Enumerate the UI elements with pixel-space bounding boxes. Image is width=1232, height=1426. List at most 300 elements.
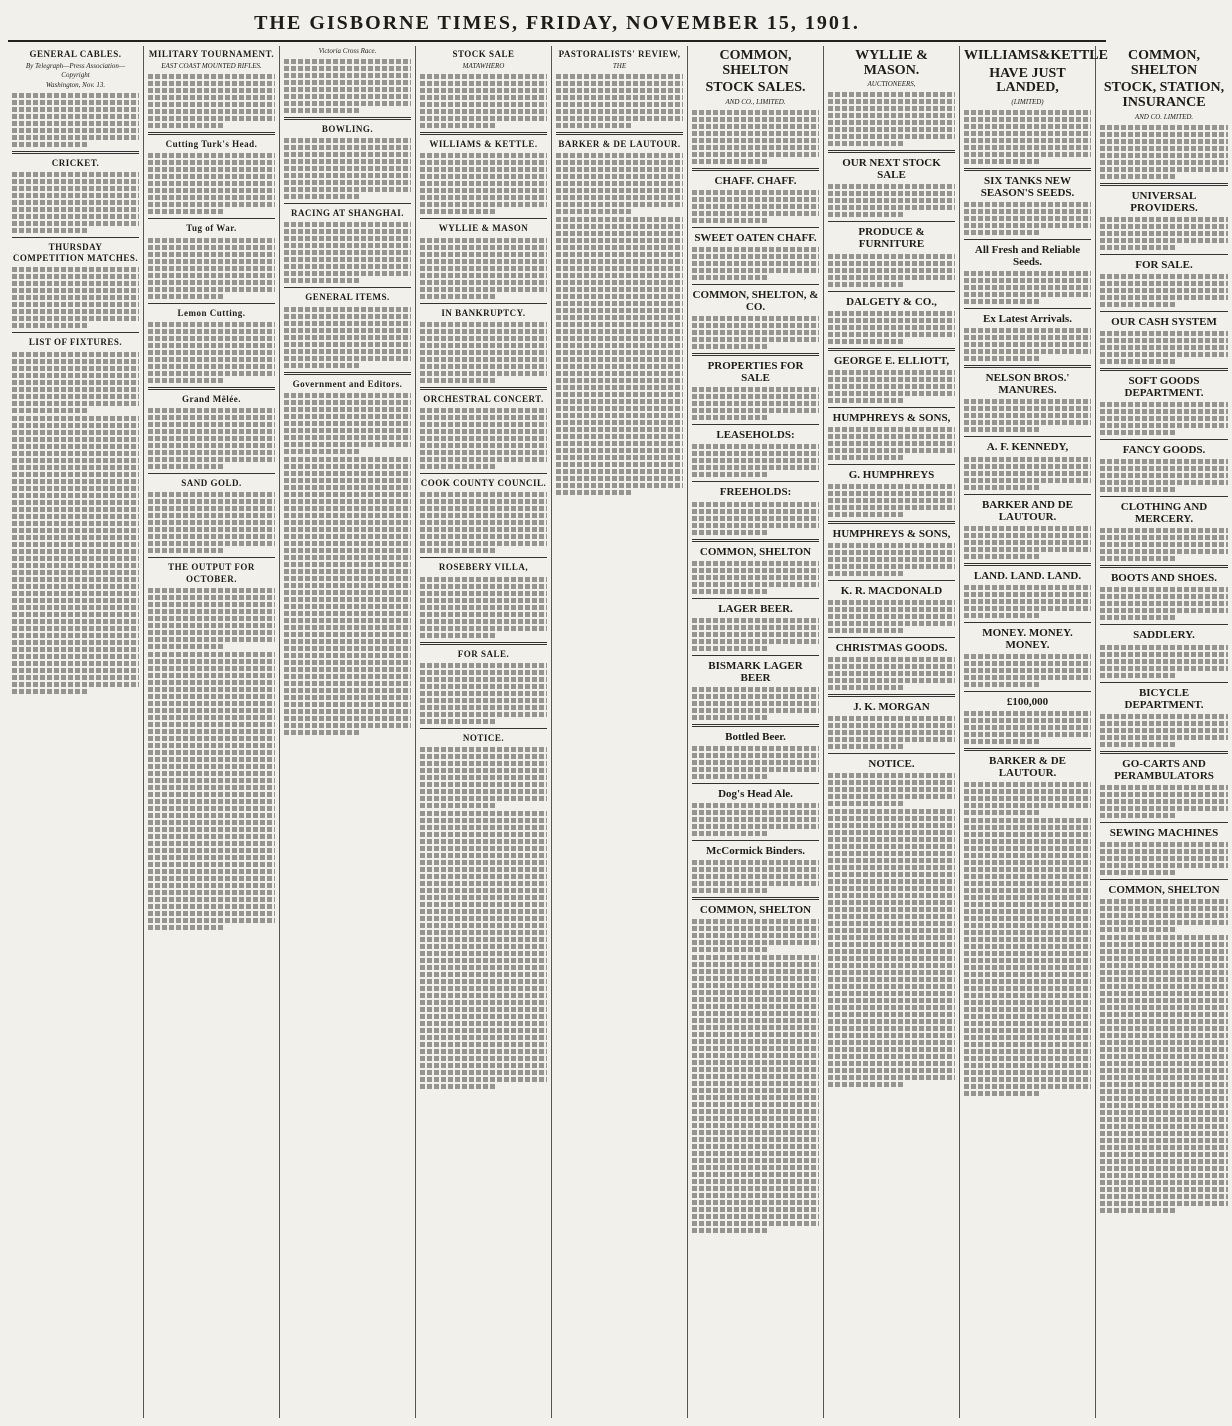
text-line [692, 753, 819, 758]
text-line [828, 858, 955, 863]
text-line [828, 1019, 955, 1024]
text-line [692, 976, 819, 981]
text-line [692, 316, 819, 321]
text-block [1100, 528, 1228, 561]
text-line [964, 159, 1040, 164]
text-line [420, 782, 547, 787]
text-line [964, 1070, 1091, 1075]
text-line [148, 209, 224, 214]
text-block [1100, 935, 1228, 1213]
divider [1100, 183, 1228, 186]
text-line [420, 965, 547, 970]
text-line [420, 930, 547, 935]
text-line [828, 671, 955, 676]
text-line [828, 427, 955, 432]
text-line [964, 117, 1091, 122]
section-heading: BARKER AND DE LAUTOUR. [981, 498, 1074, 523]
text-line [148, 630, 275, 635]
text-line [828, 928, 955, 933]
text-line [1100, 735, 1228, 740]
text-line [1100, 359, 1177, 364]
text-line [1100, 1194, 1228, 1199]
text-line [964, 540, 1091, 545]
text-line [692, 962, 819, 967]
text-line [964, 1056, 1091, 1061]
text-line [964, 725, 1091, 730]
text-line [828, 318, 955, 323]
divider [1100, 822, 1228, 823]
text-line [692, 444, 819, 449]
text-line [828, 434, 955, 439]
text-line [964, 202, 1091, 207]
text-line [692, 190, 819, 195]
text-line [420, 811, 547, 816]
text-line [692, 117, 819, 122]
text-line [1100, 1103, 1228, 1108]
text-line [420, 350, 547, 355]
text-line [284, 66, 411, 71]
text-line [1100, 160, 1228, 165]
text-line [964, 1028, 1091, 1033]
text-line [692, 867, 819, 872]
text-line [1100, 1117, 1228, 1122]
section-heading: THURSDAY COMPETITION MATCHES. [12, 241, 139, 263]
text-line [1100, 1082, 1228, 1087]
text-block [964, 399, 1091, 432]
section-heading: STOCK SALES. [705, 80, 806, 96]
text-line [828, 377, 955, 382]
text-line [556, 315, 683, 320]
section-heading: All Fresh and Reliable Seeds. [974, 244, 1081, 269]
text-line [1100, 1026, 1228, 1031]
text-line [828, 1068, 955, 1073]
text-block [420, 408, 547, 469]
text-block [964, 110, 1091, 164]
text-line [828, 254, 955, 259]
text-line [964, 944, 1091, 949]
text-line [420, 677, 547, 682]
text-line [420, 923, 547, 928]
divider [828, 407, 955, 408]
text-line [964, 292, 1091, 297]
text-line [420, 598, 547, 603]
section-heading: PASTORALISTS' REVIEW, [558, 49, 681, 59]
text-line [148, 666, 275, 671]
text-line [284, 576, 411, 581]
text-line [556, 174, 683, 179]
text-line [828, 311, 955, 316]
text-line [964, 613, 1040, 618]
text-line [964, 1042, 1091, 1047]
text-line [420, 457, 547, 462]
text-line [556, 483, 683, 488]
subheading: (LIMITED) [1011, 98, 1044, 107]
section-heading: GENERAL ITEMS. [305, 292, 390, 303]
text-line [148, 736, 275, 741]
text-line [12, 359, 139, 364]
text-line [420, 499, 547, 504]
text-line [828, 1054, 955, 1059]
column-9 [1096, 46, 1232, 1418]
text-line [420, 860, 547, 865]
text-line [1100, 1075, 1228, 1080]
text-line [420, 796, 547, 801]
text-line [420, 626, 547, 631]
text-line [1100, 870, 1177, 875]
text-line [692, 774, 768, 779]
text-line [1100, 274, 1228, 279]
text-line [420, 874, 547, 879]
text-line [420, 909, 547, 914]
text-line [964, 951, 1091, 956]
text-line [12, 416, 139, 421]
divider [1100, 624, 1228, 625]
text-line [1100, 1012, 1228, 1017]
column-2 [144, 46, 280, 1418]
text-line [148, 820, 275, 825]
text-line [828, 198, 955, 203]
text-line [692, 639, 819, 644]
text-line [828, 780, 955, 785]
text-line [556, 102, 683, 107]
text-line [284, 194, 360, 199]
text-line [1100, 331, 1228, 336]
divider [692, 481, 819, 482]
section-heading: A. F. KENNEDY, [986, 441, 1069, 454]
section-heading: ORCHESTRAL CONCERT. [423, 393, 544, 404]
text-line [420, 712, 547, 717]
text-line [284, 229, 411, 234]
text-line [556, 406, 683, 411]
text-line [964, 930, 1091, 935]
text-line [12, 316, 139, 321]
divider [12, 332, 139, 333]
text-line [148, 74, 275, 79]
text-line [284, 264, 411, 269]
text-block [692, 687, 819, 720]
text-line [964, 216, 1091, 221]
divider [828, 464, 955, 465]
text-line [148, 280, 275, 285]
divider [828, 221, 955, 222]
section-heading: OUR NEXT STOCK SALE [842, 157, 941, 182]
text-line [692, 211, 819, 216]
text-block [692, 955, 819, 1233]
text-block [692, 502, 819, 535]
text-line [828, 879, 955, 884]
text-line [148, 188, 275, 193]
text-line [964, 526, 1091, 531]
text-line [12, 281, 139, 286]
text-line [692, 618, 819, 623]
text-line [964, 278, 1091, 283]
text-block [964, 818, 1091, 1096]
text-line [420, 902, 547, 907]
text-line [556, 252, 683, 257]
text-line [828, 991, 955, 996]
text-block [148, 153, 275, 214]
text-line [828, 491, 955, 496]
divider [828, 348, 955, 351]
text-line [1100, 302, 1177, 307]
divider [964, 691, 1091, 692]
text-line [420, 492, 547, 497]
section-heading: LAGER BEER. [718, 602, 793, 615]
text-line [12, 309, 139, 314]
text-line [692, 940, 819, 945]
text-line [148, 911, 275, 916]
text-block [692, 919, 819, 952]
text-line [1100, 542, 1228, 547]
text-block [828, 311, 955, 344]
text-line [692, 1074, 819, 1079]
text-line [284, 681, 411, 686]
text-line [828, 1005, 955, 1010]
divider [828, 150, 955, 153]
text-line [148, 827, 275, 832]
text-line [1100, 487, 1177, 492]
text-line [148, 715, 275, 720]
text-block [420, 811, 547, 1089]
section-heading: COMMON, SHELTON [1108, 884, 1220, 896]
text-line [284, 464, 411, 469]
section-heading: J. K. MORGAN [853, 701, 930, 714]
text-line [284, 414, 411, 419]
section-heading: Dog's Head Ale. [718, 788, 793, 801]
text-line [1100, 231, 1228, 236]
text-line [964, 138, 1091, 143]
text-line [148, 102, 275, 107]
section-heading: Government and Editors. [292, 378, 403, 389]
text-block [692, 561, 819, 594]
text-line [556, 371, 683, 376]
text-line [1100, 528, 1228, 533]
text-line [148, 294, 224, 299]
text-line [828, 678, 955, 683]
text-line [1100, 1033, 1228, 1038]
text-line [692, 124, 819, 129]
text-line [692, 881, 819, 886]
divider [828, 753, 955, 754]
text-line [692, 803, 819, 808]
text-line [148, 548, 224, 553]
text-line [964, 739, 1040, 744]
text-line [828, 794, 955, 799]
text-line [284, 562, 411, 567]
text-line [828, 865, 955, 870]
text-line [692, 1046, 819, 1051]
text-line [420, 160, 547, 165]
text-line [12, 563, 139, 568]
text-line [420, 1077, 547, 1082]
text-line [284, 730, 360, 735]
text-line [1100, 1201, 1228, 1206]
text-line [964, 478, 1091, 483]
divider [12, 151, 139, 154]
text-line [420, 684, 547, 689]
text-line [692, 408, 819, 413]
text-line [284, 59, 411, 64]
subheading: EAST COAST MOUNTED RIFLES. [161, 62, 262, 71]
text-line [692, 632, 819, 637]
text-line [828, 1040, 955, 1045]
divider [420, 728, 547, 729]
text-line [148, 450, 275, 455]
text-line [1100, 153, 1228, 158]
text-line [964, 789, 1091, 794]
text-line [692, 997, 819, 1002]
text-line [420, 88, 547, 93]
text-line [692, 275, 768, 280]
text-block [828, 370, 955, 403]
text-block [284, 138, 411, 199]
text-line [964, 285, 1091, 290]
text-line [284, 583, 411, 588]
text-line [556, 490, 632, 495]
text-line [556, 364, 683, 369]
section-heading: LEASEHOLDS: [716, 429, 795, 442]
section-heading: ROSEBERY VILLA, [438, 562, 529, 573]
column-3 [280, 46, 416, 1418]
text-line [284, 166, 411, 171]
text-line [1100, 1089, 1228, 1094]
text-line [828, 621, 955, 626]
text-line [556, 350, 683, 355]
text-line [12, 682, 139, 687]
text-line [964, 1084, 1091, 1089]
divider [420, 132, 547, 135]
text-line [556, 434, 683, 439]
text-line [420, 74, 547, 79]
text-line [148, 799, 275, 804]
text-block [12, 416, 139, 694]
text-block [12, 172, 139, 233]
text-line [284, 307, 411, 312]
text-line [828, 268, 955, 273]
text-line [964, 846, 1091, 851]
text-line [692, 472, 768, 477]
text-line [420, 1056, 547, 1061]
text-line [420, 343, 547, 348]
text-block [1100, 785, 1228, 818]
text-line [420, 294, 496, 299]
text-line [692, 874, 819, 879]
text-line [1100, 984, 1228, 989]
text-line [964, 796, 1091, 801]
text-line [12, 373, 139, 378]
text-block [1100, 274, 1228, 307]
text-line [284, 618, 411, 623]
text-line [148, 464, 224, 469]
text-line [556, 385, 683, 390]
divider [692, 840, 819, 841]
text-line [692, 1011, 819, 1016]
text-line [692, 1165, 819, 1170]
text-line [284, 80, 411, 85]
text-line [964, 485, 1040, 490]
divider [1100, 682, 1228, 683]
text-line [828, 963, 955, 968]
text-line [692, 218, 768, 223]
text-line [692, 1137, 819, 1142]
divider [692, 539, 819, 542]
text-line [420, 408, 547, 413]
text-line [284, 534, 411, 539]
text-line [284, 492, 411, 497]
text-line [1100, 1131, 1228, 1136]
text-line [12, 444, 139, 449]
text-line [1100, 799, 1228, 804]
text-line [828, 816, 955, 821]
text-line [692, 197, 819, 202]
text-line [964, 958, 1091, 963]
text-line [556, 287, 683, 292]
text-line [828, 956, 955, 961]
text-line [148, 336, 275, 341]
text-line [148, 694, 275, 699]
text-line [556, 357, 683, 362]
text-line [828, 113, 955, 118]
text-line [964, 124, 1091, 129]
text-line [964, 916, 1091, 921]
divider [284, 287, 411, 288]
text-line [1100, 785, 1228, 790]
text-line [148, 673, 275, 678]
text-line [964, 349, 1091, 354]
text-line [692, 1116, 819, 1121]
text-line [284, 632, 411, 637]
subheading: Washington, Nov. 13. [45, 80, 106, 89]
text-block [692, 746, 819, 779]
section-heading: FANCY GOODS. [1122, 444, 1206, 457]
text-block [692, 247, 819, 280]
text-line [284, 180, 411, 185]
text-line [420, 768, 547, 773]
text-block [148, 322, 275, 383]
text-block [964, 328, 1091, 361]
subheading: Victoria Cross Race. [318, 47, 377, 55]
text-line [420, 803, 496, 808]
text-line [12, 661, 139, 666]
divider [692, 424, 819, 425]
text-block [828, 427, 955, 460]
text-line [964, 711, 1091, 716]
text-line [692, 687, 819, 692]
text-line [284, 138, 411, 143]
text-line [148, 785, 275, 790]
text-line [828, 872, 955, 877]
text-line [1100, 1138, 1228, 1143]
text-block [1100, 217, 1228, 250]
text-line [148, 855, 275, 860]
text-line [420, 506, 547, 511]
text-line [1100, 167, 1228, 172]
text-line [148, 266, 275, 271]
text-line [828, 325, 955, 330]
text-line [420, 825, 547, 830]
divider [828, 521, 955, 524]
text-line [284, 625, 411, 630]
text-line [12, 472, 139, 477]
section-heading: COMMON, SHELTON, & CO. [692, 289, 819, 314]
text-line [964, 427, 1040, 432]
text-line [148, 764, 275, 769]
divider [692, 598, 819, 599]
text-line [420, 109, 547, 114]
text-line [828, 907, 955, 912]
text-block [692, 110, 819, 164]
text-line [148, 722, 275, 727]
